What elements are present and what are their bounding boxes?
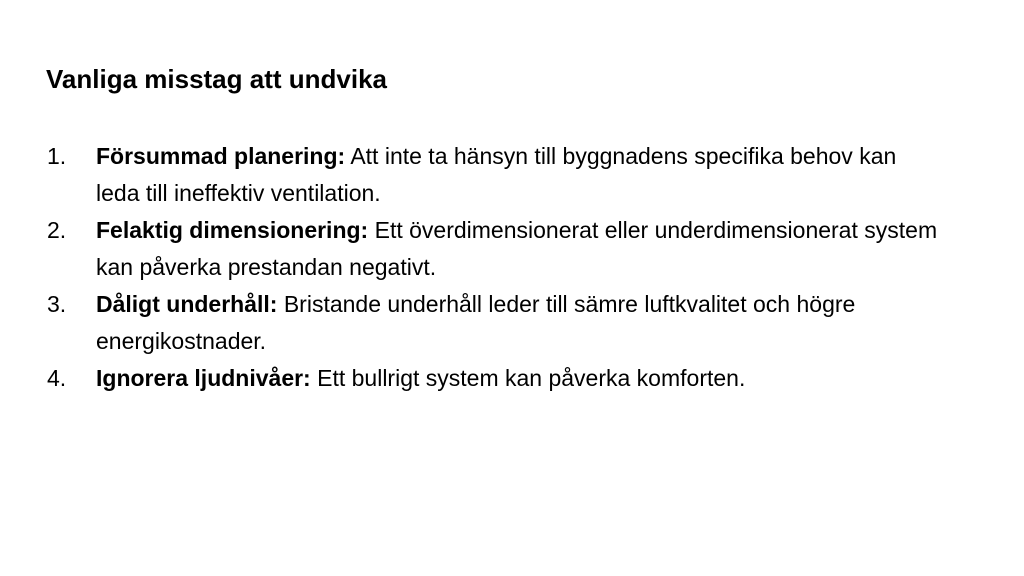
list-item-text: Att inte ta hänsyn till byggnadens specifika behov kan leda till ineffektiv ventilation. xyxy=(96,143,897,206)
list-item-felaktig-dimensionering xyxy=(46,212,946,286)
mistake-list xyxy=(46,138,946,397)
list-item-text: Ett överdimensionerat eller underdimensionerat system kan påverka prestandan negativt. xyxy=(96,217,938,280)
list-item-number: 2. xyxy=(47,217,67,243)
list-item-forsummad-planering xyxy=(46,138,946,212)
slide-title: Vanliga misstag att undvika xyxy=(46,64,387,94)
list-item-number: 4. xyxy=(47,365,67,391)
list-item-number: 1. xyxy=(47,143,67,169)
list-item-term: Felaktig dimensionering: xyxy=(96,217,369,243)
list-item-daligt-underhall xyxy=(46,286,946,360)
list-item-text: Ett bullrigt system kan påverka komforten. xyxy=(310,365,746,391)
list-item-number: 3. xyxy=(47,291,67,317)
list-item-term: Försummad planering: xyxy=(96,143,346,169)
list-item-text: Bristande underhåll leder till sämre luftkvalitet och högre energikostnader. xyxy=(96,291,856,354)
list-item-term: Dåligt underhåll: xyxy=(96,291,278,317)
list-item-ignorera-ljudnivaer xyxy=(46,360,946,397)
list-item-term: Ignorera ljudnivåer: xyxy=(96,365,311,391)
